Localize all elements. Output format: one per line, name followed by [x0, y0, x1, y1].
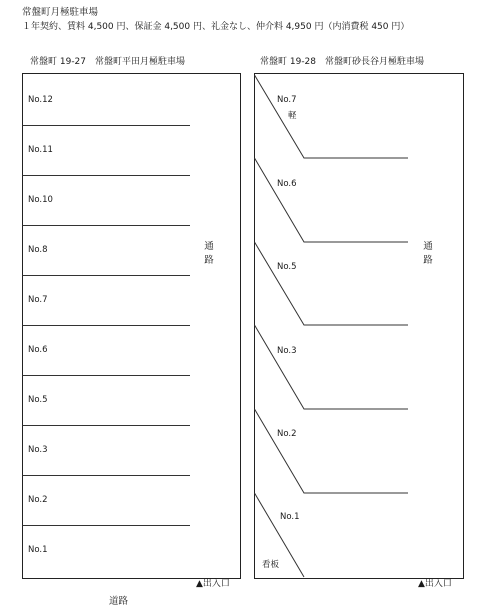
page-title: 常盤町月極駐車場 — [22, 7, 99, 18]
slot-label: No.8 — [28, 245, 48, 255]
stall-dividers-hirata — [23, 126, 191, 526]
slot-label: No.12 — [28, 95, 53, 105]
slot-label: No.6 — [28, 345, 48, 355]
stall-divider — [255, 409, 409, 493]
entrance-label-hirata: ▲出入口 — [196, 579, 230, 589]
stall-dividers-sunahase — [255, 75, 409, 577]
slot-label: No.7 — [277, 95, 297, 105]
stall-divider — [255, 75, 409, 158]
slot-label: No.2 — [277, 429, 297, 439]
entrance-label-sunahase: ▲出入口 — [418, 579, 452, 589]
slot-label: No.2 — [28, 495, 48, 505]
lot-title-hirata: 常盤町 19-27 常盤町平田月極駐車場 — [30, 57, 186, 67]
slot-label: No.1 — [280, 512, 300, 522]
aisle-label-hirata: 通 路 — [204, 241, 214, 266]
signboard-label: 看板 — [262, 560, 280, 570]
slot-label: No.3 — [277, 346, 297, 356]
road-label: 道路 — [109, 596, 129, 607]
slot-label: No.3 — [28, 445, 48, 455]
slot-label: No.5 — [28, 395, 48, 405]
slot-label: No.10 — [28, 195, 53, 205]
stall-divider — [255, 242, 409, 325]
lot-title-sunahase: 常盤町 19-28 常盤町砂長谷月極駐車場 — [260, 57, 425, 67]
contract-terms: １年契約、賃料 4,500 円、保証金 4,500 円、礼金なし、仲介料 4,950 円（内消費税 450 円） — [22, 22, 410, 32]
slot-label: No.11 — [28, 145, 53, 155]
stall-divider — [255, 325, 409, 409]
light-car-label: 軽 — [288, 111, 297, 121]
stall-divider — [255, 158, 409, 242]
slot-label: No.7 — [28, 295, 48, 305]
lot-boundary-sunahase — [255, 74, 464, 579]
slot-label: No.5 — [277, 262, 297, 272]
slot-label: No.1 — [28, 545, 48, 555]
slot-label: No.6 — [277, 179, 297, 189]
aisle-label-sunahase: 通 路 — [423, 241, 433, 266]
